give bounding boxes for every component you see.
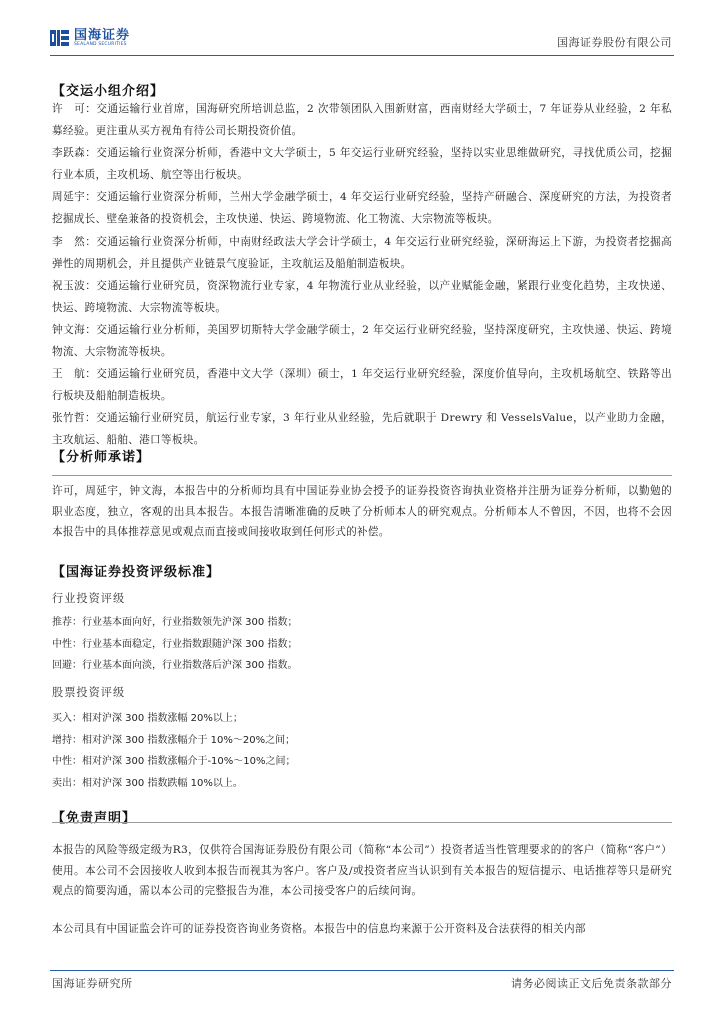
- intro-item: 李 然：交通运输行业资深分析师，中南财经政法大学会计学硕士，4 年交运行业研究经验，深研海运上下游，为投资者挖掘高弹性的周期机会，并且提供产业链景气度验证，主攻航运及船舶制造板块。: [52, 235, 672, 270]
- disclaimer-paragraph-1: 本报告的风险等级定级为R3，仅供符合国海证券股份有限公司（简称“本公司”）投资者适当性管理要求的的客户（简称“客户”）使用。本公司不会因接收人收到本报告而视其为客户。客户及/或投资者应当认识到有关本报告的短信提示、电话推荐等只是研究观点的简要沟通，需以本公司的完整报告为准，本公司接受客户的后续问询。: [52, 844, 672, 897]
- footer-divider: [50, 970, 674, 971]
- intro-text: [52, 98, 672, 452]
- promise-text: 许可，周延宇，钟文海，本报告中的分析师均具有中国证券业协会授予的证券投资咨询执业资格并注册为证券分析师，以勤勉的职业态度，独立，客观的出具本报告。本报告清晰准确的反映了分析师本人的研究观点。分析师本人不曾因，不因，也将不会因本报告中的具体推荐意见或观点而直接或间接收取到任何形式的补偿。: [52, 485, 672, 538]
- company-logo: [50, 28, 130, 48]
- section-divider: [52, 822, 672, 823]
- disclaimer-paragraph-2: 本公司具有中国证监会许可的证券投资咨询业务资格。本报告中的信息均来源于公开资料及合法获得的相关内部: [52, 923, 586, 935]
- section-divider: [52, 475, 672, 476]
- section-title-intro: 【交运小组介绍】: [52, 84, 165, 99]
- footer-notice: 请务必阅读正文后免责条款部分: [511, 977, 672, 990]
- intro-item: 许 可：交通运输行业首席，国海研究所培训总监，2 次带领团队入围新财富，西南财经大学硕士，7 年证券从业经验，2 年私募经验。更注重从买方视角有待公司长期投资价值。: [52, 103, 672, 138]
- footer-institute: 国海证券研究所: [52, 977, 133, 990]
- intro-item: 祝玉波：交通运输行业研究员，资深物流行业专家，4 年物流行业从业经验，以产业赋能金融，紧跟行业变化趋势，主攻快递、快运、跨境物流、大宗物流等板块。: [52, 279, 672, 314]
- intro-item: 张竹哲：交通运输行业研究员，航运行业专家，3 年行业从业经验，先后就职于 Drewry 和 VesselsValue，以产业助力金融，主攻航运、船舶、港口等板块。: [52, 412, 672, 447]
- list-item: 回避：行业基本面向淡，行业指数落后沪深 300 指数。: [52, 660, 298, 671]
- header-divider: [50, 55, 674, 56]
- page-header: [50, 28, 674, 54]
- section-title-disclaimer: 【免责声明】: [52, 811, 137, 826]
- intro-item: 王 航：交通运输行业研究员，香港中文大学（深圳）硕士，1 年交运行业研究经验，深度价值导向，主攻机场航空、铁路等出行板块及船舶制造板块。: [52, 368, 672, 403]
- section-title-rating: 【国海证券投资评级标准】: [52, 565, 221, 580]
- logo-cn: 国海证券: [74, 27, 131, 43]
- industry-rating-heading: 行业投资评级: [52, 592, 126, 605]
- list-item: 买入：相对沪深 300 指数涨幅 20%以上；: [52, 713, 243, 724]
- list-item: 中性：相对沪深 300 指数涨幅介于-10%～10%之间；: [52, 756, 296, 767]
- section-title-promise: 【分析师承诺】: [52, 450, 151, 465]
- logo-en: SEALAND SECURITIES: [74, 41, 127, 47]
- company-name: 国海证券股份有限公司: [557, 36, 672, 49]
- list-item: 推荐：行业基本面向好，行业指数领先沪深 300 指数；: [52, 617, 298, 628]
- list-item: 卖出：相对沪深 300 指数跌幅 10%以上。: [52, 777, 243, 789]
- industry-rating-list: [52, 612, 297, 677]
- intro-item: 钟文海：交通运输行业分析师，美国罗切斯特大学金融学硕士，2 年交运行业研究经验，坚持深度研究，主攻快递、快运、跨境物流、大宗物流等板块。: [52, 323, 672, 359]
- intro-item: 周延宇：交通运输行业资深分析师，兰州大学金融学硕士，4 年交运行业研究经验，坚持产研融合、深度研究的方法，为投资者挖掘成长、壁垒兼备的投资机会，主攻快递、快运、跨境物流、化工物流、大宗物流等板块。: [52, 191, 672, 226]
- stock-rating-heading: 股票投资评级: [52, 686, 126, 699]
- sealand-logo-icon: [50, 28, 70, 48]
- stock-rating-list: [52, 708, 296, 794]
- intro-item: 李跃森：交通运输行业资深分析师，香港中文大学硕士，5 年交运行业研究经验，坚持以实业思维做研究，寻找优质公司，挖掘行业本质，主攻机场、航空等出行板块。: [52, 147, 672, 182]
- list-item: 增持：相对沪深 300 指数涨幅介于 10%～20%之间；: [52, 734, 296, 746]
- list-item: 中性：行业基本面稳定，行业指数跟随沪深 300 指数；: [52, 638, 298, 650]
